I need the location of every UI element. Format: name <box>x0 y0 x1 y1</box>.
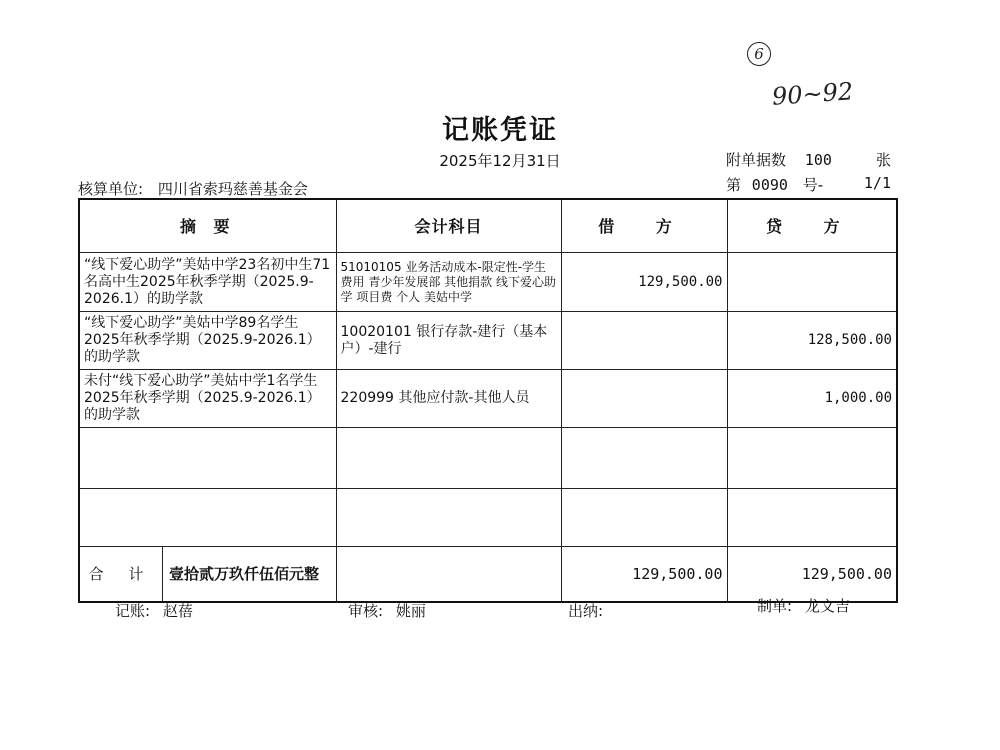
row-account <box>336 428 561 489</box>
preparer-name: 龙文吉 <box>804 597 850 615</box>
row-summary <box>79 428 336 489</box>
table-row <box>79 489 897 547</box>
total-cell <box>79 547 336 603</box>
footer-cashier <box>568 600 611 621</box>
voucher-number <box>726 174 891 195</box>
row-account: 220999 其他应付款-其他人员 <box>336 370 561 428</box>
bookkeeper-label: 记账: <box>115 602 151 620</box>
row-debit <box>561 312 727 370</box>
header-credit: 贷 方 <box>727 199 897 253</box>
accounting-unit <box>78 178 308 199</box>
row-summary <box>79 489 336 547</box>
table-row <box>79 428 897 489</box>
table-row <box>79 312 897 370</box>
row-credit <box>727 489 897 547</box>
table-row <box>79 253 897 312</box>
row-credit: 1,000.00 <box>727 370 897 428</box>
attachments-label: 附单据数 <box>726 151 787 169</box>
bookkeeper-name: 赵蓓 <box>162 602 193 620</box>
voucher-no-prefix: 第 <box>726 176 742 194</box>
table-header-row <box>79 199 897 253</box>
reviewer-label: 审核: <box>348 602 384 620</box>
row-summary: “线下爱心助学”美姑中学89名学生2025年秋季学期（2025.9-2026.1）的助学款 <box>79 312 336 370</box>
unit-label: 核算单位: <box>78 180 144 198</box>
voucher-no-suffix: 号- <box>802 176 824 194</box>
preparer-label: 制单: <box>757 597 793 615</box>
handwritten-circled-number: 6 <box>747 42 771 66</box>
row-credit: 128,500.00 <box>727 312 897 370</box>
cashier-label: 出纳: <box>568 602 604 620</box>
row-credit <box>727 253 897 312</box>
voucher-title: 记账凭证 <box>442 115 558 146</box>
footer-bookkeeper <box>115 600 193 621</box>
row-account <box>336 489 561 547</box>
total-account-empty <box>336 547 561 603</box>
voucher-table <box>78 198 898 603</box>
header-account: 会计科目 <box>336 199 561 253</box>
voucher-no-number: 0090 <box>751 176 788 194</box>
attachments-unit: 张 <box>875 151 891 169</box>
row-summary: “线下爱心助学”美姑中学23名初中生71名高中生2025年秋季学期（2025.9-2026.1）的助学款 <box>79 253 336 312</box>
row-debit: 129,500.00 <box>561 253 727 312</box>
handwritten-page-range: 90~92 <box>771 77 855 111</box>
table-row <box>79 370 897 428</box>
voucher-date: 2025年12月31日 <box>439 152 561 170</box>
attachments-info <box>726 149 891 170</box>
voucher-page: 1/1 <box>863 174 891 192</box>
row-debit <box>561 489 727 547</box>
row-debit <box>561 428 727 489</box>
total-credit: 129,500.00 <box>727 547 897 603</box>
row-account: 10020101 银行存款-建行（基本户）-建行 <box>336 312 561 370</box>
total-label: 合 计 <box>80 547 163 601</box>
attachments-count: 100 <box>804 151 832 169</box>
header-summary: 摘 要 <box>79 199 336 253</box>
total-debit: 129,500.00 <box>561 547 727 603</box>
row-debit <box>561 370 727 428</box>
row-summary: 未付“线下爱心助学”美姑中学1名学生2025年秋季学期（2025.9-2026.1）的助学款 <box>79 370 336 428</box>
total-row <box>79 547 897 603</box>
footer-preparer <box>757 595 850 616</box>
unit-name: 四川省索玛慈善基金会 <box>157 180 308 198</box>
header-debit: 借 方 <box>561 199 727 253</box>
row-account: 51010105 业务活动成本-限定性-学生费用 青少年发展部 其他捐款 线下爱心助学 项目费 个人 美姑中学 <box>336 253 561 312</box>
reviewer-name: 姚丽 <box>395 602 426 620</box>
row-credit <box>727 428 897 489</box>
footer-reviewer <box>348 600 426 621</box>
total-amount-words: 壹拾贰万玖仟伍佰元整 <box>169 564 320 583</box>
